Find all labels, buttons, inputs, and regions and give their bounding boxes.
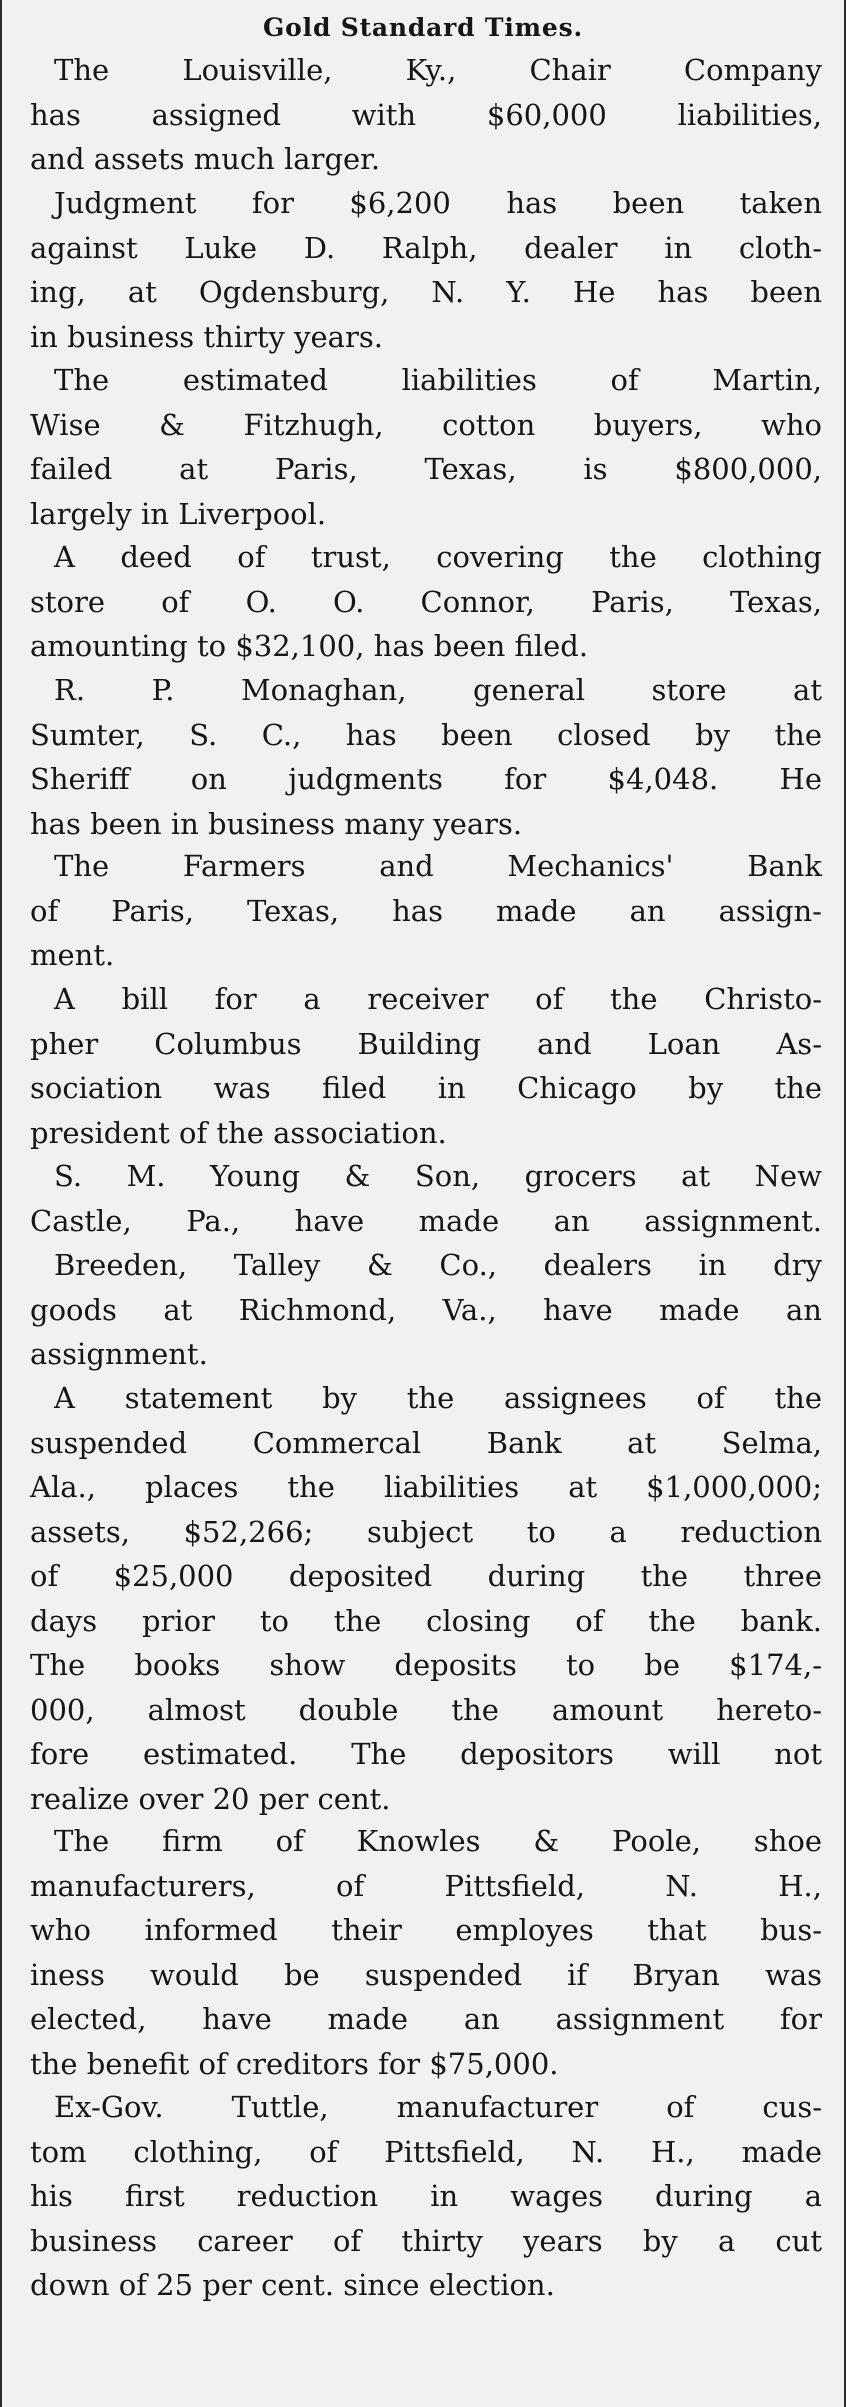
text-line: Judgment for $6,200 has been taken: [54, 186, 822, 220]
paragraph-columbus-building: [30, 977, 822, 1155]
paragraph-deed-of-trust: [30, 535, 822, 669]
text-line: assignment.: [30, 1337, 208, 1371]
paragraph-breeden-talley: [30, 1243, 822, 1377]
text-line: Wise & Fitzhugh, cotton buyers, who: [30, 407, 822, 442]
text-line: store of O. O. Connor, Paris, Texas,: [30, 584, 822, 619]
text-line: The Farmers and Mechanics' Bank: [54, 849, 822, 883]
text-line: days prior to the closing of the bank.: [30, 1603, 822, 1638]
text-line: iness would be suspended if Bryan was: [30, 1957, 822, 1992]
text-line: S. M. Young & Son, grocers at New: [54, 1159, 822, 1193]
text-line: sociation was filed in Chicago by the: [30, 1071, 822, 1105]
text-line: Ex-Gov. Tuttle, manufacturer of cus-: [54, 2090, 822, 2124]
text-line: ment.: [30, 938, 115, 972]
paragraph-young-son: [30, 1154, 822, 1243]
text-line: R. P. Monaghan, general store at: [54, 673, 822, 707]
text-line: The Louisville, Ky., Chair Company: [54, 53, 822, 87]
text-line: who informed their employes that bus-: [30, 1913, 822, 1947]
article-title: Gold Standard Times.: [263, 13, 583, 42]
text-line: of Paris, Texas, has made an assign-: [30, 893, 822, 928]
text-line: Breeden, Talley & Co., dealers in dry: [54, 1248, 822, 1282]
text-line: has been in business many years.: [30, 806, 523, 841]
paragraph-selma-bank: [30, 1376, 822, 1821]
text-line: amounting to $32,100, has been filed.: [30, 629, 589, 663]
text-line: pher Columbus Building and Loan As-: [30, 1026, 822, 1061]
text-line: in business thirty years.: [30, 319, 383, 354]
text-line: 000, almost double the amount hereto-: [30, 1692, 822, 1727]
text-line: ing, at Ogdensburg, N. Y. He has been: [30, 275, 822, 309]
text-line: manufacturers, of Pittsfield, N. H.,: [30, 1868, 822, 1903]
text-line: president of the association.: [30, 1115, 447, 1150]
paragraph-farmers-bank: [30, 844, 822, 978]
text-line: the benefit of creditors for $75,000.: [30, 2046, 559, 2081]
text-line: goods at Richmond, Va., have made an: [30, 1292, 822, 1327]
paragraph-knowles-poole: [30, 1819, 822, 2086]
text-line: and assets much larger.: [30, 142, 381, 176]
text-line: tom clothing, of Pittsfield, N. H., made: [30, 2134, 822, 2169]
text-line: The books show deposits to be $174,-: [30, 1648, 822, 1682]
text-line: suspended Commercal Bank at Selma,: [30, 1425, 822, 1460]
text-line: his first reduction in wages during a: [30, 2179, 822, 2213]
text-line: The firm of Knowles & Poole, shoe: [54, 1824, 822, 1858]
text-line: against Luke D. Ralph, dealer in cloth-: [30, 230, 822, 265]
text-line: failed at Paris, Texas, is $800,000,: [30, 452, 822, 486]
text-line: The estimated liabilities of Martin,: [54, 363, 822, 397]
text-line: elected, have made an assignment for: [30, 2002, 822, 2036]
paragraph-judgment-ralph: [30, 181, 822, 359]
text-line: Ala., places the liabilities at $1,000,000;: [30, 1470, 822, 1504]
text-line: A statement by the assignees of the: [54, 1381, 822, 1415]
paragraph-martin-wise: [30, 358, 822, 536]
text-line: has assigned with $60,000 liabilities,: [30, 97, 822, 132]
text-line: fore estimated. The depositors will not: [30, 1737, 822, 1771]
text-line: realize over 20 per cent.: [30, 1781, 391, 1816]
text-line: of $25,000 deposited during the three: [30, 1559, 822, 1593]
text-line: A deed of trust, covering the clothing: [54, 540, 822, 574]
text-line: Sheriff on judgments for $4,048. He: [30, 762, 822, 796]
paragraph-monaghan: [30, 668, 822, 846]
text-line: business career of thirty years by a cut: [30, 2223, 822, 2258]
text-line: Sumter, S. C., has been closed by the: [30, 717, 822, 752]
text-line: largely in Liverpool.: [30, 496, 327, 531]
paragraph-tuttle: [30, 2085, 822, 2308]
paragraph-louisville-chair: [30, 48, 822, 182]
text-line: Castle, Pa., have made an assignment.: [30, 1203, 822, 1238]
text-line: assets, $52,266; subject to a reduction: [30, 1514, 822, 1549]
text-line: down of 25 per cent. since election.: [30, 2268, 555, 2302]
text-line: A bill for a receiver of the Christo-: [54, 982, 822, 1016]
